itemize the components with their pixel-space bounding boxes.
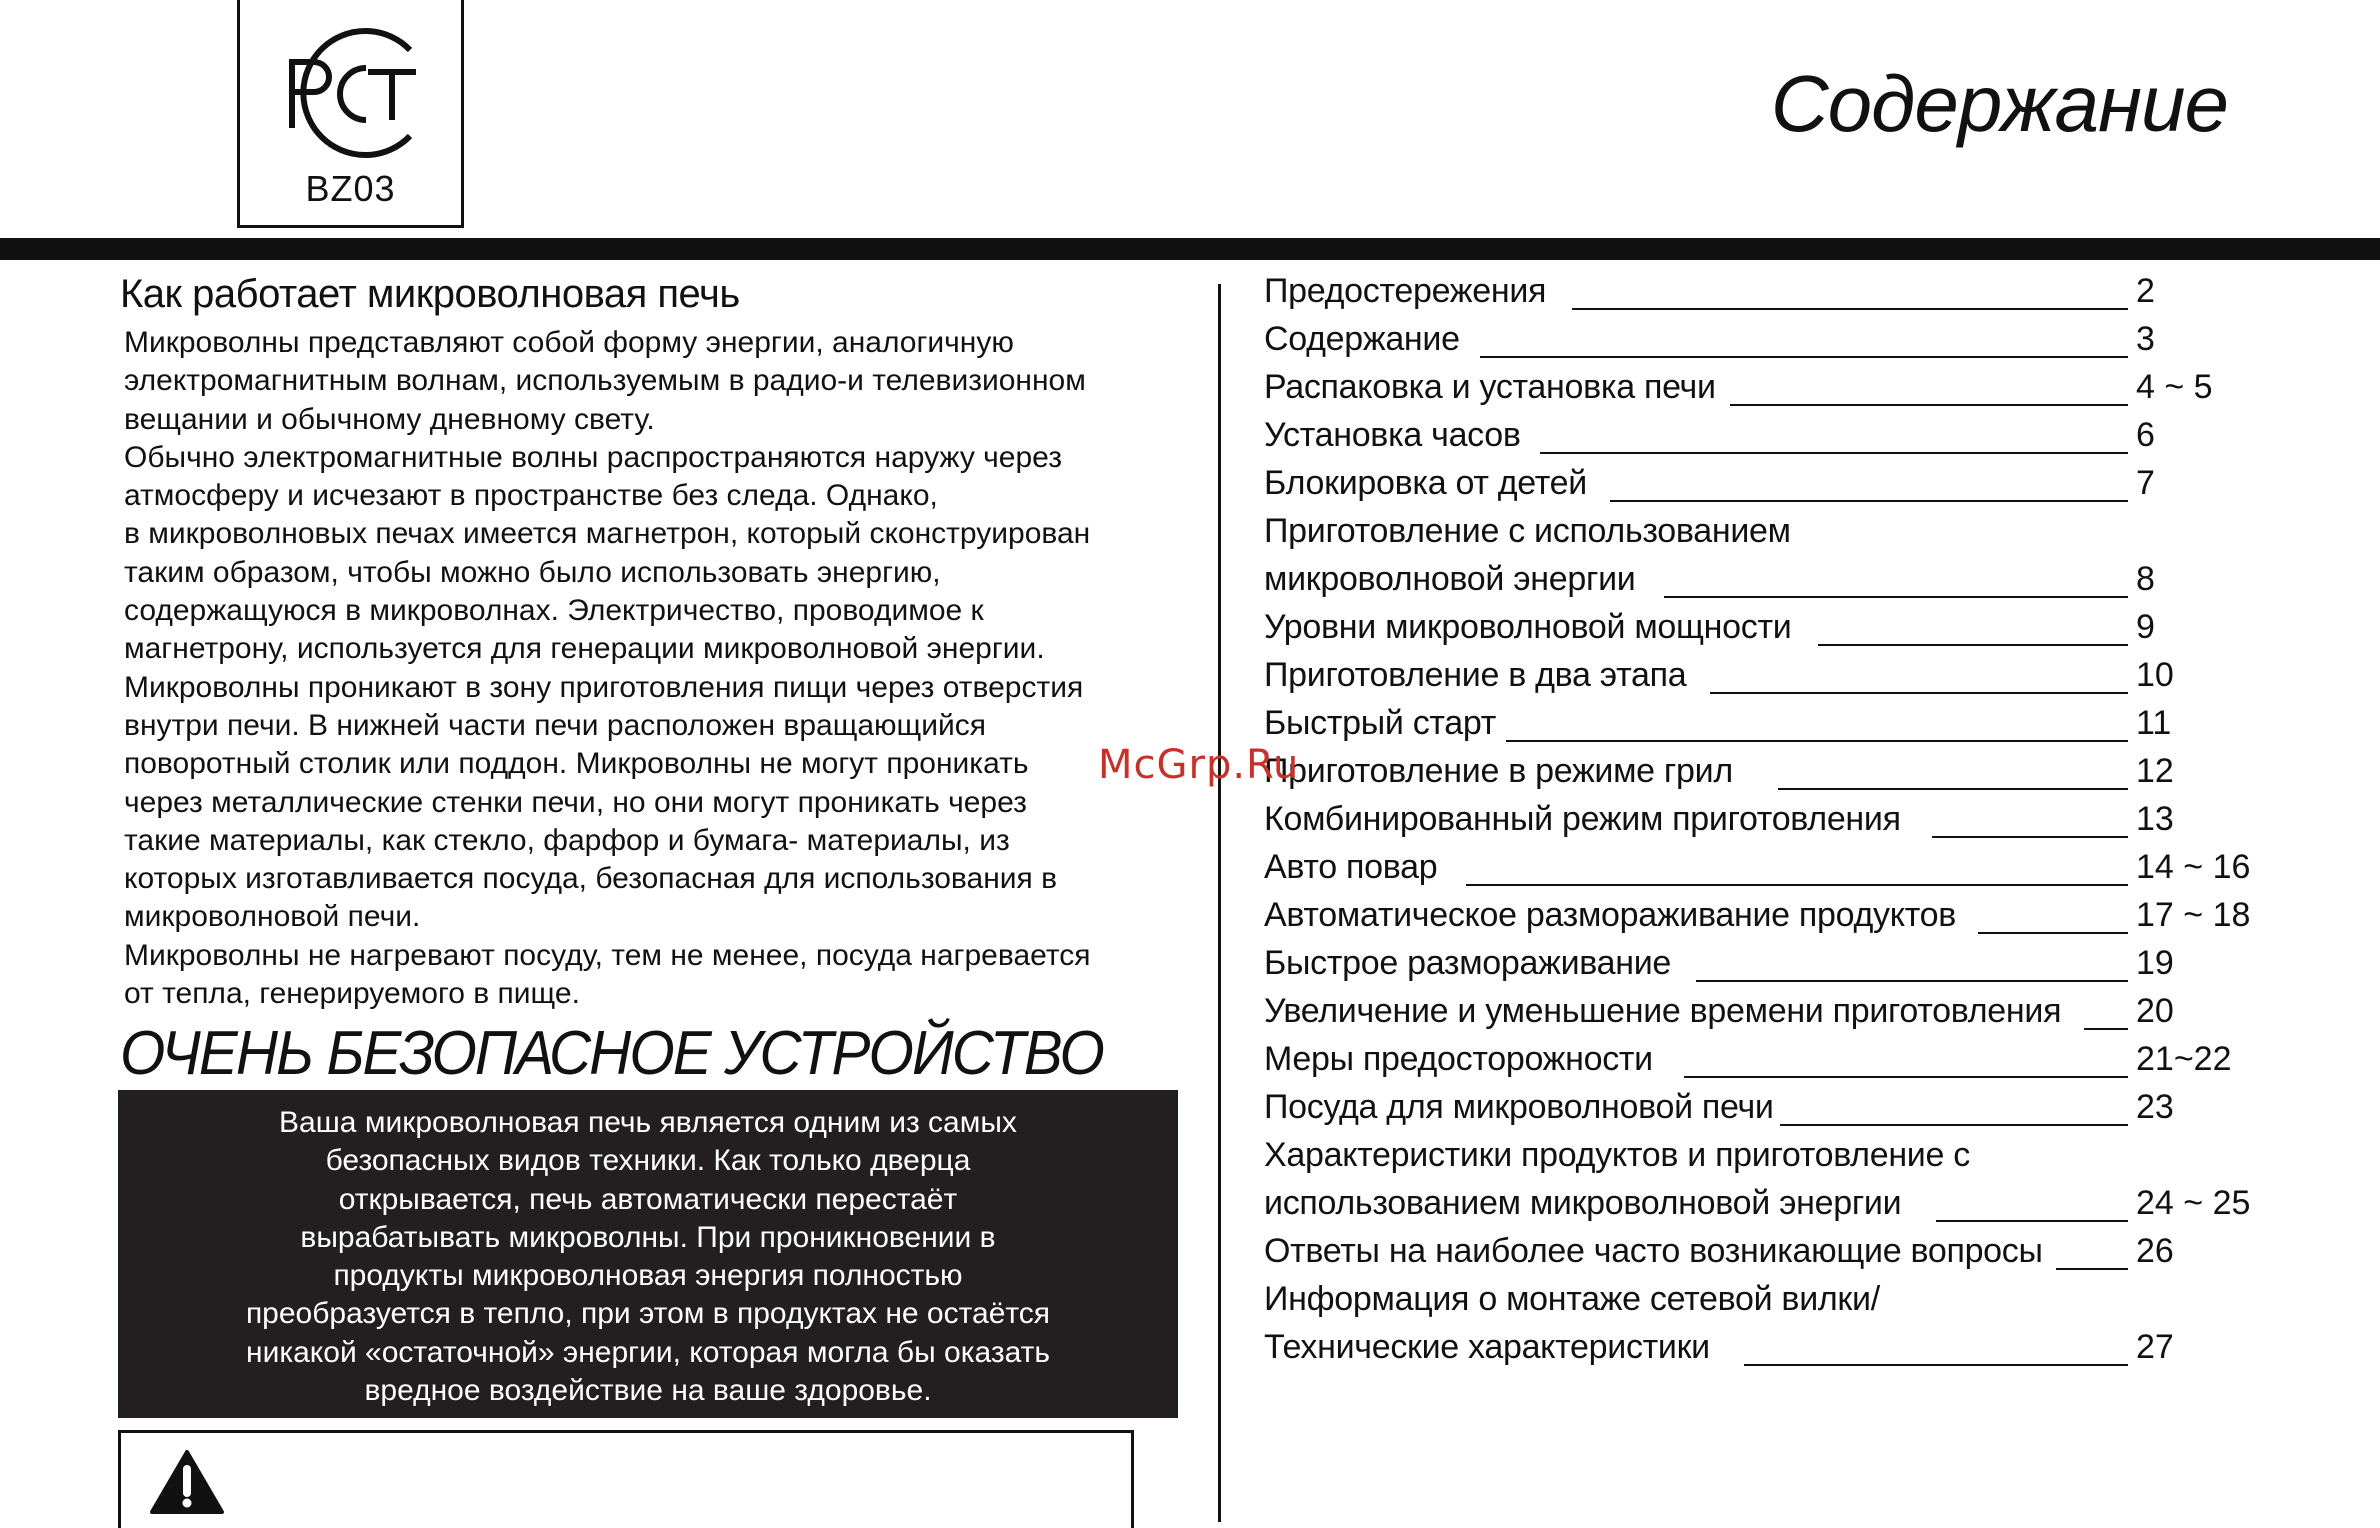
toc-entry[interactable] [1264,464,2244,512]
toc-entry-label: Установка часов [1264,416,1521,454]
intro-paragraphs [124,324,1184,1013]
toc-entry-label: Технические характеристики [1264,1328,1710,1366]
toc-entry[interactable] [1264,1328,2244,1376]
text-line: такие материалы, как стекло, фарфор и бумага- материалы, из [124,823,1010,857]
text-line: поворотный столик или поддон. Микроволны не могут проникать [124,747,1029,781]
rst-certification-mark-icon [270,28,435,158]
toc-entry[interactable] [1264,944,2244,992]
warning-triangle-icon [149,1449,225,1515]
page-title: Содержание [1770,59,2228,148]
watermark: McGrp.Ru [1098,742,1300,788]
certification-code: BZ03 [305,168,396,209]
toc-entry-label: Приготовление в два этапа [1264,656,1687,694]
toc-entry-label: Увеличение и уменьшение времени приготовления [1264,992,2062,1030]
toc-entry-page: 4 ~ 5 [2136,368,2213,406]
toc-leader-line [1572,308,2128,310]
text-line: Ваша микроволновая печь является одним из самых [279,1106,1017,1139]
table-of-contents [1264,272,2264,1372]
toc-entry[interactable] [1264,1040,2244,1088]
text-line: Микроволны не нагревают посуду, тем не менее, посуда нагревается [124,938,1091,972]
toc-leader-line [1664,596,2128,598]
safety-title: ОЧЕНЬ БЕЗОПАСНОЕ УСТРОЙСТВО [120,1019,1103,1088]
text-line: Обычно электромагнитные волны распространяются наружу через [124,440,1062,474]
toc-entry[interactable] [1264,752,2244,800]
toc-entry[interactable] [1264,800,2244,848]
toc-entry-label: Уровни микроволновой мощности [1264,608,1792,646]
toc-entry-label: Характеристики продуктов и приготовление с [1264,1136,1970,1174]
toc-entry-page: 14 ~ 16 [2136,848,2251,886]
toc-entry-label: Авто повар [1264,848,1438,886]
toc-entry[interactable] [1264,272,2244,320]
text-line: вредное воздействие на ваше здоровье. [364,1374,932,1408]
toc-entry-page: 10 [2136,656,2174,694]
warning-box [118,1430,1134,1528]
toc-entry[interactable] [1264,1088,2244,1136]
toc-entry-page: 26 [2136,1232,2174,1270]
toc-entry-page: 24 ~ 25 [2136,1184,2251,1222]
toc-entry-page: 20 [2136,992,2174,1030]
toc-entry[interactable] [1264,656,2244,704]
toc-entry-label: Приготовление в режиме грил [1264,752,1733,790]
toc-entry-label: Приготовление с использованием [1264,512,1791,550]
text-line: от тепла, генерируемого в пище. [124,977,580,1011]
toc-entry[interactable] [1264,1136,2244,1184]
toc-leader-line [1978,932,2128,934]
text-line: открывается, печь автоматически перестаёт [338,1182,958,1216]
toc-leader-line [1780,1124,2128,1126]
text-line: магнетрону, используется для генерации микроволновой энергии. [124,632,1045,666]
toc-entry-label: Ответы на наиболее часто возникающие вопросы [1264,1232,2043,1270]
text-line: преобразуется в тепло, при этом в продуктах не остаётся [245,1297,1051,1331]
toc-leader-line [1710,692,2128,694]
toc-entry-page: 9 [2136,608,2155,646]
toc-entry[interactable] [1264,416,2244,464]
toc-entry[interactable] [1264,704,2244,752]
toc-entry-label: Быстрый старт [1264,704,1497,742]
toc-entry[interactable] [1264,512,2244,560]
text-line: внутри печи. В нижней части печи расположен вращающийся [124,708,987,742]
toc-entry[interactable] [1264,560,2244,608]
toc-leader-line [2056,1268,2128,1270]
toc-leader-line [1932,836,2128,838]
toc-leader-line [1466,884,2128,886]
toc-entry[interactable] [1264,896,2251,944]
toc-entry-page: 13 [2136,800,2174,838]
column-divider [1218,284,1221,1522]
toc-entry-label: использованием микроволновой энергии [1264,1184,1902,1222]
toc-entry-label: Посуда для микроволновой печи [1264,1088,1774,1126]
text-line: в микроволновых печах имеется магнетрон, который сконструирован [124,517,1091,551]
toc-entry-label: Быстрое размораживание [1264,944,1672,982]
toc-entry-label: микроволновой энергии [1264,560,1636,598]
toc-entry-page: 6 [2136,416,2155,454]
text-line: безопасных видов техники. Как только дверца [325,1144,971,1178]
safety-notice-text [158,1104,1138,1410]
toc-entry-label: Содержание [1264,320,1460,358]
text-line: содержащуюся в микроволнах. Электричество, проводимое к [124,594,984,628]
toc-entry-page: 19 [2136,944,2174,982]
toc-entry-page: 7 [2136,464,2155,502]
text-line: электромагнитным волнам, используемым в радио-и телевизионном [124,364,1086,398]
toc-leader-line [2084,1028,2128,1030]
toc-leader-line [1778,788,2128,790]
text-line: никакой «остаточной» энергии, которая могла бы оказать [246,1335,1050,1369]
toc-entry[interactable] [1264,848,2251,896]
toc-leader-line [1684,1076,2128,1078]
toc-entry-page: 3 [2136,320,2155,358]
toc-leader-line [1818,644,2128,646]
toc-entry-label: Информация о монтаже сетевой вилки/ [1264,1280,1880,1318]
section-heading: Как работает микроволновая печь [120,272,740,316]
toc-entry-page: 21~22 [2136,1040,2232,1078]
toc-leader-line [1730,404,2128,406]
toc-entry[interactable] [1264,1280,2244,1328]
toc-leader-line [1610,500,2128,502]
toc-entry-page: 8 [2136,560,2155,598]
toc-entry[interactable] [1264,1184,2251,1232]
toc-entry[interactable] [1264,608,2244,656]
text-line: продукты микроволновая энергия полностью [333,1259,963,1293]
text-line: вещании и обычному дневному свету. [124,402,655,436]
toc-entry-page: 17 ~ 18 [2136,896,2251,934]
toc-entry-label: Меры предосторожности [1264,1040,1653,1078]
safety-notice-box [118,1090,1178,1418]
toc-entry[interactable] [1264,1232,2244,1280]
toc-entry-label: Распаковка и установка печи [1264,368,1716,406]
text-line: которых изготавливается посуда, безопасная для использования в [124,862,1058,896]
header-divider [0,238,2380,260]
toc-entry-page: 2 [2136,272,2155,310]
toc-entry-label: Предостережения [1264,272,1547,310]
toc-entry-label: Автоматическое размораживание продуктов [1264,896,1956,934]
certification-mark [237,0,464,228]
text-line: таким образом, чтобы можно было использовать энергию, [124,555,941,589]
toc-entry-label: Блокировка от детей [1264,464,1587,502]
toc-entry-page: 23 [2136,1088,2174,1126]
toc-leader-line [1480,356,2128,358]
toc-leader-line [1696,980,2128,982]
text-line: атмосферу и исчезают в пространстве без следа. Однако, [124,479,938,513]
text-line: микроволновой печи. [124,900,421,934]
toc-leader-line [1506,740,2128,742]
toc-entry-page: 11 [2136,704,2172,742]
toc-entry[interactable] [1264,368,2244,416]
toc-entry[interactable] [1264,320,2244,368]
toc-entry-page: 27 [2136,1328,2174,1366]
toc-leader-line [1744,1364,2128,1366]
text-line: Микроволны представляют собой форму энергии, аналогичную [124,326,1014,359]
text-line: через металлические стенки печи, но они могут проникать через [124,785,1027,819]
text-line: Микроволны проникают в зону приготовления пищи через отверстия [124,670,1084,704]
toc-leader-line [1540,452,2128,454]
text-line: вырабатывать микроволны. При проникновении в [300,1220,996,1254]
toc-entry-page: 12 [2136,752,2174,790]
toc-leader-line [1936,1220,2128,1222]
toc-entry[interactable] [1264,992,2244,1040]
toc-entry-label: Комбинированный режим приготовления [1264,800,1901,838]
